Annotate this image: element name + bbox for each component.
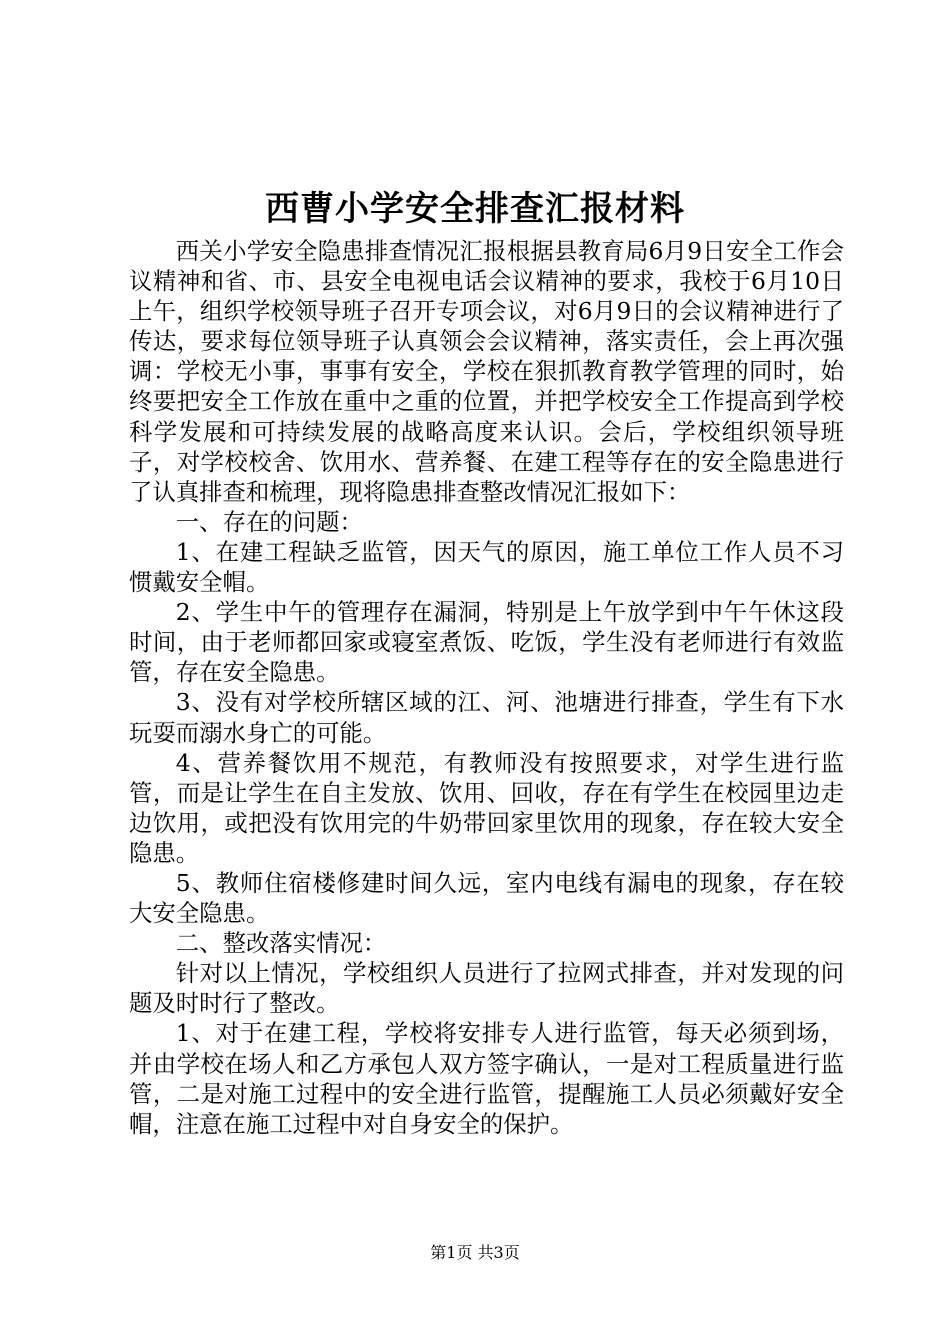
document-body [129, 236, 844, 1139]
paragraph-problem-3: 3、没有对学校所辖区域的江、河、池塘进行排查，学生有下水玩耍而溺水身亡的可能。 [129, 688, 844, 747]
paragraph-problem-4: 4、营养餐饮用不规范，有教师没有按照要求，对学生进行监管，而是让学生在自主发放、饮用、回收，存在有学生在校园里边走边饮用，或把没有饮用完的牛奶带回家里饮用的现象，存在较大安全隐患。 [129, 748, 844, 867]
document-title: 西曹小学安全排查汇报材料 [265, 189, 685, 229]
heading-rectification: 二、整改落实情况： [175, 929, 387, 958]
paragraph-intro: 西关小学安全隐患排查情况汇报根据县教育局6月9日安全工作会议精神和省、市、县安全电视电话会议精神的要求，我校于6月10日上午，组织学校领导班子召开专项会议，对6月9日的会议精神进行了传达，要求每位领导班子认真领会会议精神，落实责任，会上再次强调：学校无小事，事事有安全，学校在狠抓教育教学管理的同时，始终要把安全工作放在重中之重的位置，并把学校安全工作提高到学校科学发展和可持续发展的战略高度来认识。会后，学校组织领导班子，对学校校舍、饮用水、营养餐、在建工程等存在的安全隐患进行了认真排查和梳理，现将隐患排查整改情况汇报如下： [129, 237, 844, 506]
paragraph-problem-1: 1、在建工程缺乏监管，因天气的原因，施工单位工作人员不习惯戴安全帽。 [129, 537, 844, 597]
paragraph-rectification-1: 1、对于在建工程，学校将安排专人进行监管，每天必须到场，并由学校在场人和乙方承包人双方签字确认，一是对工程质量进行监管，二是对施工过程中的安全进行监管，提醒施工人员必须戴好安全帽，注意在施工过程中对自身安全的保护。 [129, 1019, 844, 1138]
paragraph-rectification-intro: 针对以上情况，学校组织人员进行了拉网式排查，并对发现的问题及时时行了整改。 [129, 959, 844, 1018]
page-number-footer: 第1页 共3页 [430, 1243, 520, 1262]
paragraph-problem-2: 2、学生中午的管理存在漏洞，特别是上午放学到中午午休这段时间，由于老师都回家或寝室煮饭、吃饭，学生没有老师进行有效监管，存在安全隐患。 [129, 598, 844, 687]
heading-existing-problems: 一、存在的问题： [175, 507, 363, 536]
paragraph-problem-5: 5、教师住宿楼修建时间久远，室内电线有漏电的现象，存在较大安全隐患。 [129, 868, 844, 928]
